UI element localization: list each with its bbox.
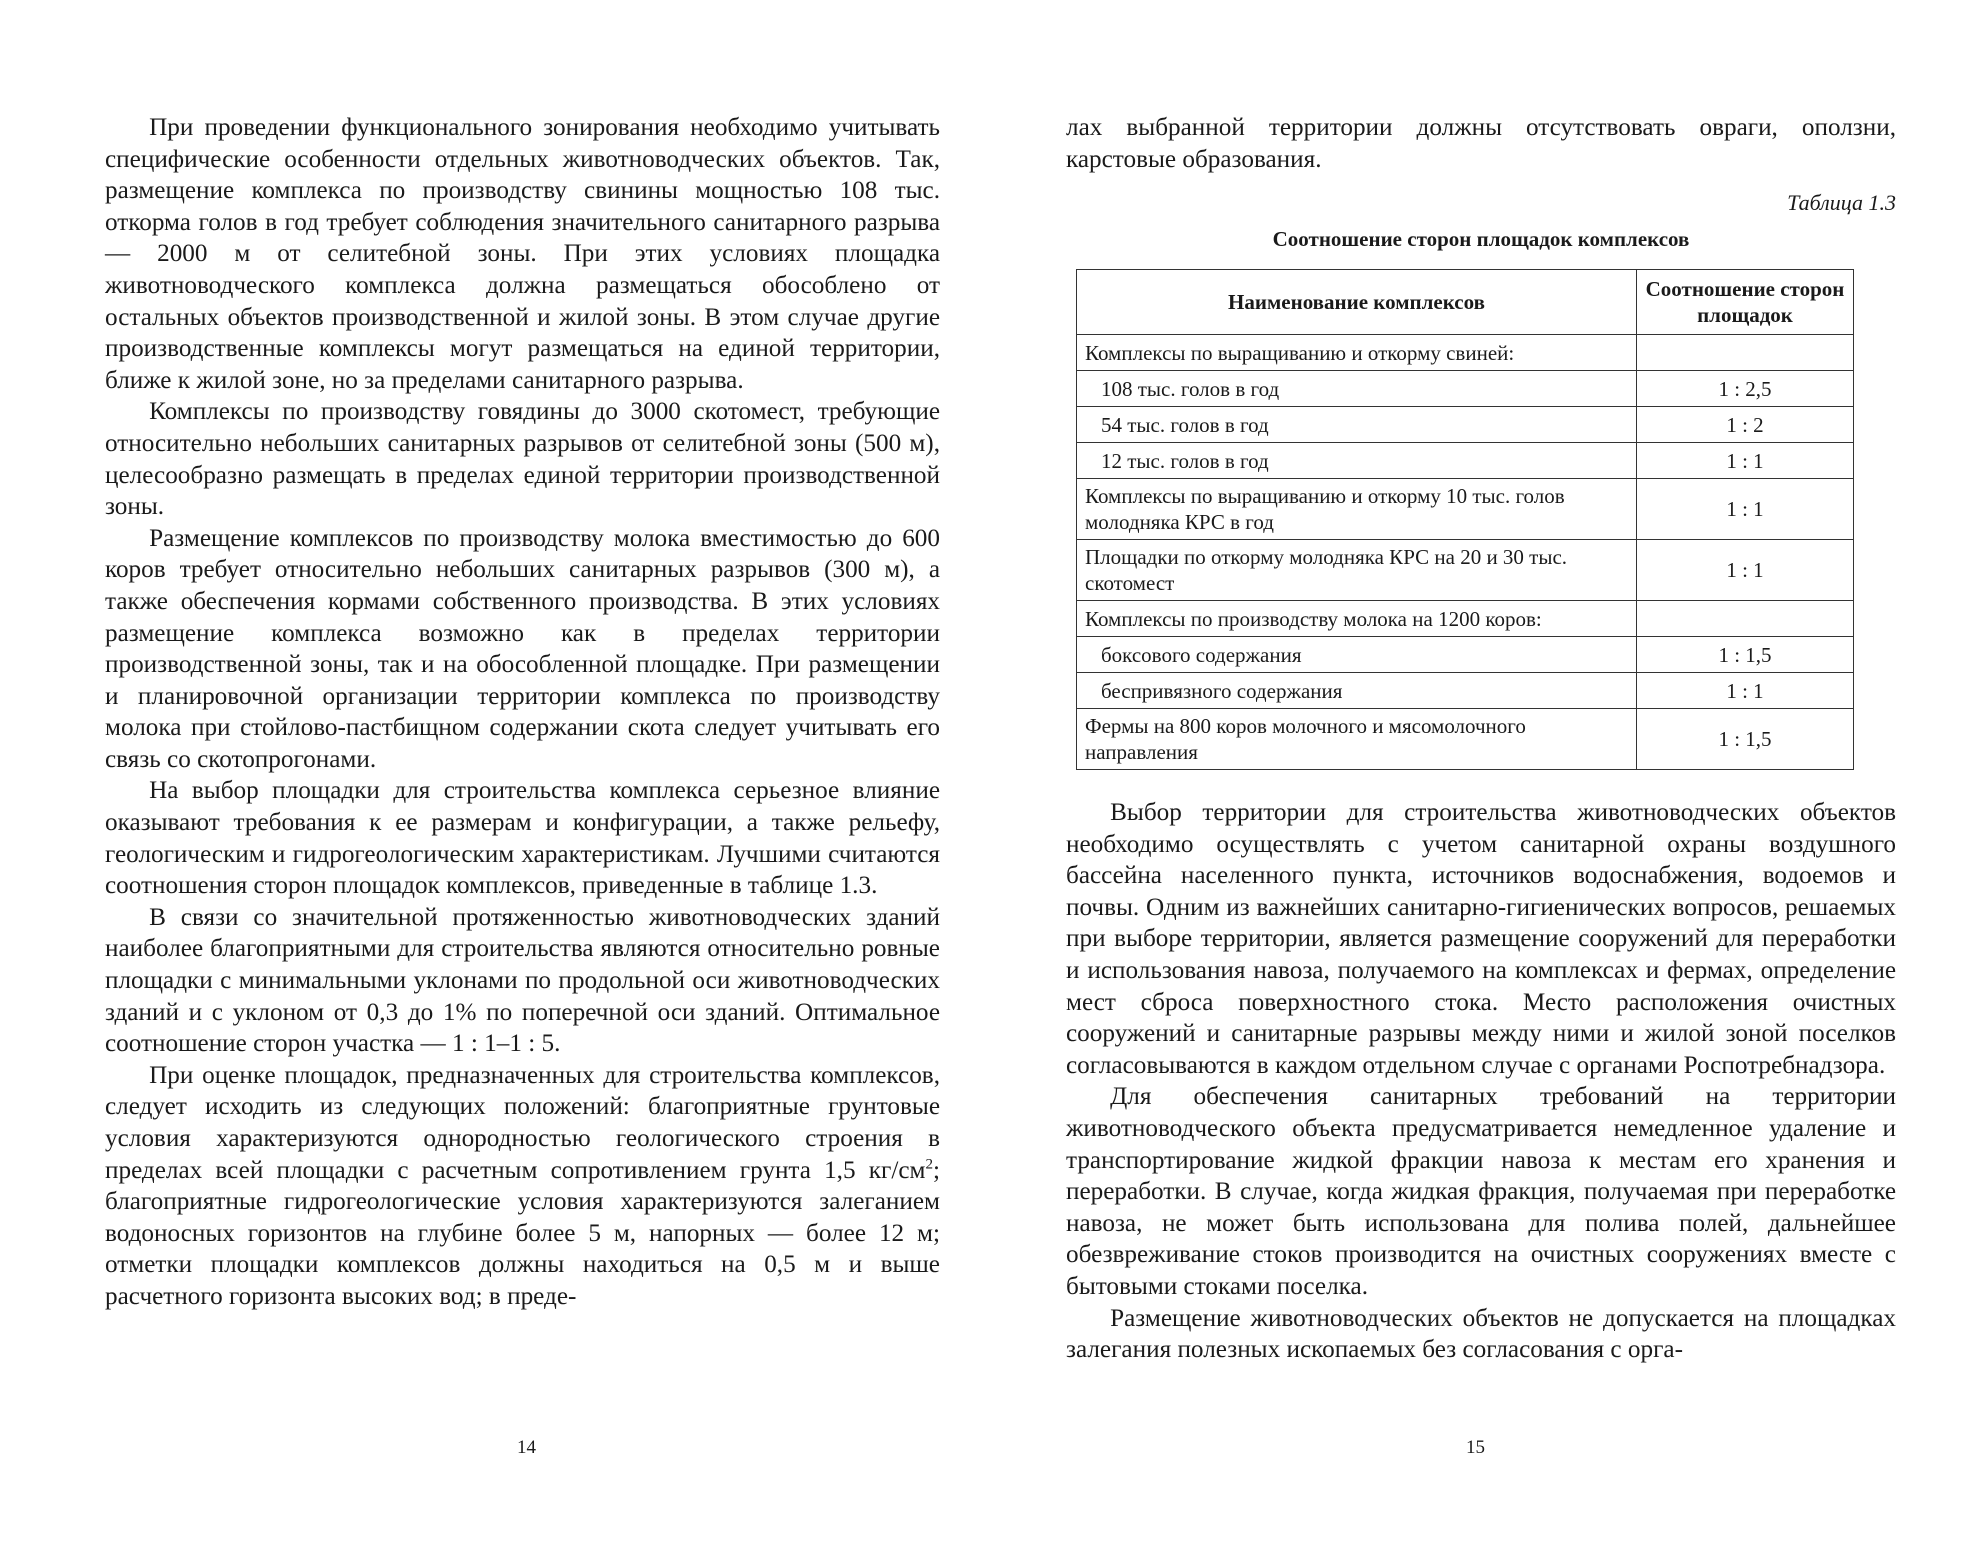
table-cell-ratio: 1 : 2 xyxy=(1637,407,1854,443)
table-cell-ratio: 1 : 1 xyxy=(1637,673,1854,709)
table-cell-ratio: 1 : 1,5 xyxy=(1637,709,1854,770)
left-paragraph-6-part-1: При оценке площадок, предназначенных для строительства комплексов, следует исходить из следующих положений: благоприятные грунтовые условия характеризуются однородностью геологического строения в пределах всей площадки с расчетным сопротивлением грунта 1,5 кг/см xyxy=(105,1061,940,1184)
table-row xyxy=(1077,479,1854,540)
table-cell-name: боксового содержания xyxy=(1077,637,1637,673)
page-number-left: 14 xyxy=(517,1437,536,1458)
table-header-ratio: Соотношение сторон площадок xyxy=(1637,270,1854,335)
superscript-2: 2 xyxy=(925,1156,933,1173)
left-paragraph-3: Размещение комплексов по производству молока вместимостью до 600 коров требует относительно небольших санитарных разрывов (300 м), а также обеспечения кормами собственного производства. В этих условиях размещение комплекса возможно как в пределах территории производственной зоны, так и на обособленной площадке. При размещении и планировочной организации территории комплекса по производству молока при стойлово-пастбищном содержании скота следует учитывать его связь со скотопрогонами. xyxy=(105,524,940,773)
left-paragraph-5: В связи со значительной протяженностью животноводческих зданий наиболее благоприятными для строительства являются относительно ровные площадки с минимальными уклонами по продольной оси животноводческих зданий и с уклоном от 0,3 до 1% по поперечной оси зданий. Оптимальное соотношение сторон участка — 1 : 1–1 : 5. xyxy=(105,903,940,1058)
table-label: Таблица 1.3 xyxy=(1787,190,1896,215)
left-paragraph-6 xyxy=(105,1060,940,1313)
table-row xyxy=(1077,601,1854,637)
table-cell-ratio xyxy=(1637,335,1854,371)
table-row xyxy=(1077,335,1854,371)
table-cell-name: 108 тыс. голов в год xyxy=(1077,371,1637,407)
right-continued-paragraph: лах выбранной территории должны отсутствовать овраги, оползни, карстовые образования. xyxy=(1066,114,1896,173)
table-cell-name: Комплексы по производству молока на 1200 коров: xyxy=(1077,601,1637,637)
right-continued-text xyxy=(1066,112,1896,175)
table-cell-ratio: 1 : 1 xyxy=(1637,479,1854,540)
table-cell-name: Комплексы по выращиванию и откорму свиней: xyxy=(1077,335,1637,371)
table-cell-name: беспривязного содержания xyxy=(1077,673,1637,709)
table-row xyxy=(1077,709,1854,770)
table-cell-name: Фермы на 800 коров молочного и мясомолочного направления xyxy=(1077,709,1637,770)
table-body xyxy=(1077,335,1854,770)
right-paragraph-2: Для обеспечения санитарных требований на территории животноводческого объекта предусматривается немедленное удаление и транспортирование жидкой фракции навоза к местам его хранения и переработки. В случае, когда жидкая фракция, получаемая при переработке навоза, не может быть использована для полива полей, дальнейшее обезвреживание стоков производится на очистных сооружениях вместе с бытовыми стоками поселка. xyxy=(1066,1083,1896,1300)
table-row xyxy=(1077,407,1854,443)
left-paragraph-4: На выбор площадки для строительства комплекса серьезное влияние оказывают требования к ее размерам и конфигурации, а также рельефу, геологическим и гидрогеологическим характеристикам. Лучшими считаются соотношения сторон площадок комплексов, приведенные в таблице 1.3. xyxy=(105,777,940,900)
table-cell-name: 54 тыс. голов в год xyxy=(1077,407,1637,443)
table-title: Соотношение сторон площадок комплексов xyxy=(1272,227,1690,251)
left-paragraph-1: При проведении функционального зонирования необходимо учитывать специфические особенности отдельных животноводческих объектов. Так, размещение комплекса по производству свинины мощностью 108 тыс. откорма голов в год требует соблюдения значительного санитарного разрыва — 2000 м от селитебной зоны. При этих условиях площадка животноводческого комплекса должна размещаться обособлено от остальных объектов производственной и жилой зоны. В этом случае другие производственные комплексы могут размещаться на единой территории, ближе к жилой зоне, но за пределами санитарного разрыва. xyxy=(105,114,940,394)
right-text-column xyxy=(1066,797,1896,1366)
left-paragraph-2: Комплексы по производству говядины до 3000 скотомест, требующие относительно небольших санитарных разрывов от селитебной зоны (500 м), целесообразно размещать в пределах единой территории производственной зоны. xyxy=(105,398,940,521)
table-row xyxy=(1077,673,1854,709)
page-number-right: 15 xyxy=(1466,1437,1485,1458)
table-cell-name: Площадки по откорму молодняка КРС на 20 и 30 тыс. скотомест xyxy=(1077,540,1637,601)
table-cell-ratio: 1 : 1 xyxy=(1637,443,1854,479)
table-row xyxy=(1077,443,1854,479)
table-cell-name: Комплексы по выращиванию и откорму 10 тыс. голов молодняка КРС в год xyxy=(1077,479,1637,540)
table-row xyxy=(1077,540,1854,601)
table-cell-ratio: 1 : 1 xyxy=(1637,540,1854,601)
table-cell-ratio xyxy=(1637,601,1854,637)
table-cell-name: 12 тыс. голов в год xyxy=(1077,443,1637,479)
ratio-table xyxy=(1076,269,1854,770)
right-paragraph-1: Выбор территории для строительства животноводческих объектов необходимо осуществлять с учетом санитарной охраны воздушного бассейна населенного пункта, источников водоснабжения, водоемов и почвы. Одним из важнейших санитарно-гигиенических вопросов, решаемых при выборе территории, является размещение сооружений для переработки и использования навоза, получаемого на комплексах и фермах, определение мест сброса поверхностного стока. Место расположения очистных сооружений и санитарные разрывы между ними и жилой зоной поселков согласовываются в каждом отдельном случае с органами Роспотребнадзора. xyxy=(1066,799,1896,1079)
table-row xyxy=(1077,637,1854,673)
table-cell-ratio: 1 : 2,5 xyxy=(1637,371,1854,407)
left-text-column xyxy=(105,112,940,1313)
table-cell-ratio: 1 : 1,5 xyxy=(1637,637,1854,673)
right-paragraph-3: Размещение животноводческих объектов не допускается на площадках залегания полезных ископаемых без согласования с орга- xyxy=(1066,1304,1896,1364)
table-header-name: Наименование комплексов xyxy=(1077,270,1637,335)
table-row xyxy=(1077,371,1854,407)
left-paragraph-6-part-2: ; благоприятные гидрогеологические условия характеризуются залеганием водоносных горизонтов на глубине более 5 м, напорных — более 12 м; отметки площадки комплексов должны находиться на 0,5 м и выше расчетного горизонта высоких вод; в преде- xyxy=(105,1156,940,1310)
